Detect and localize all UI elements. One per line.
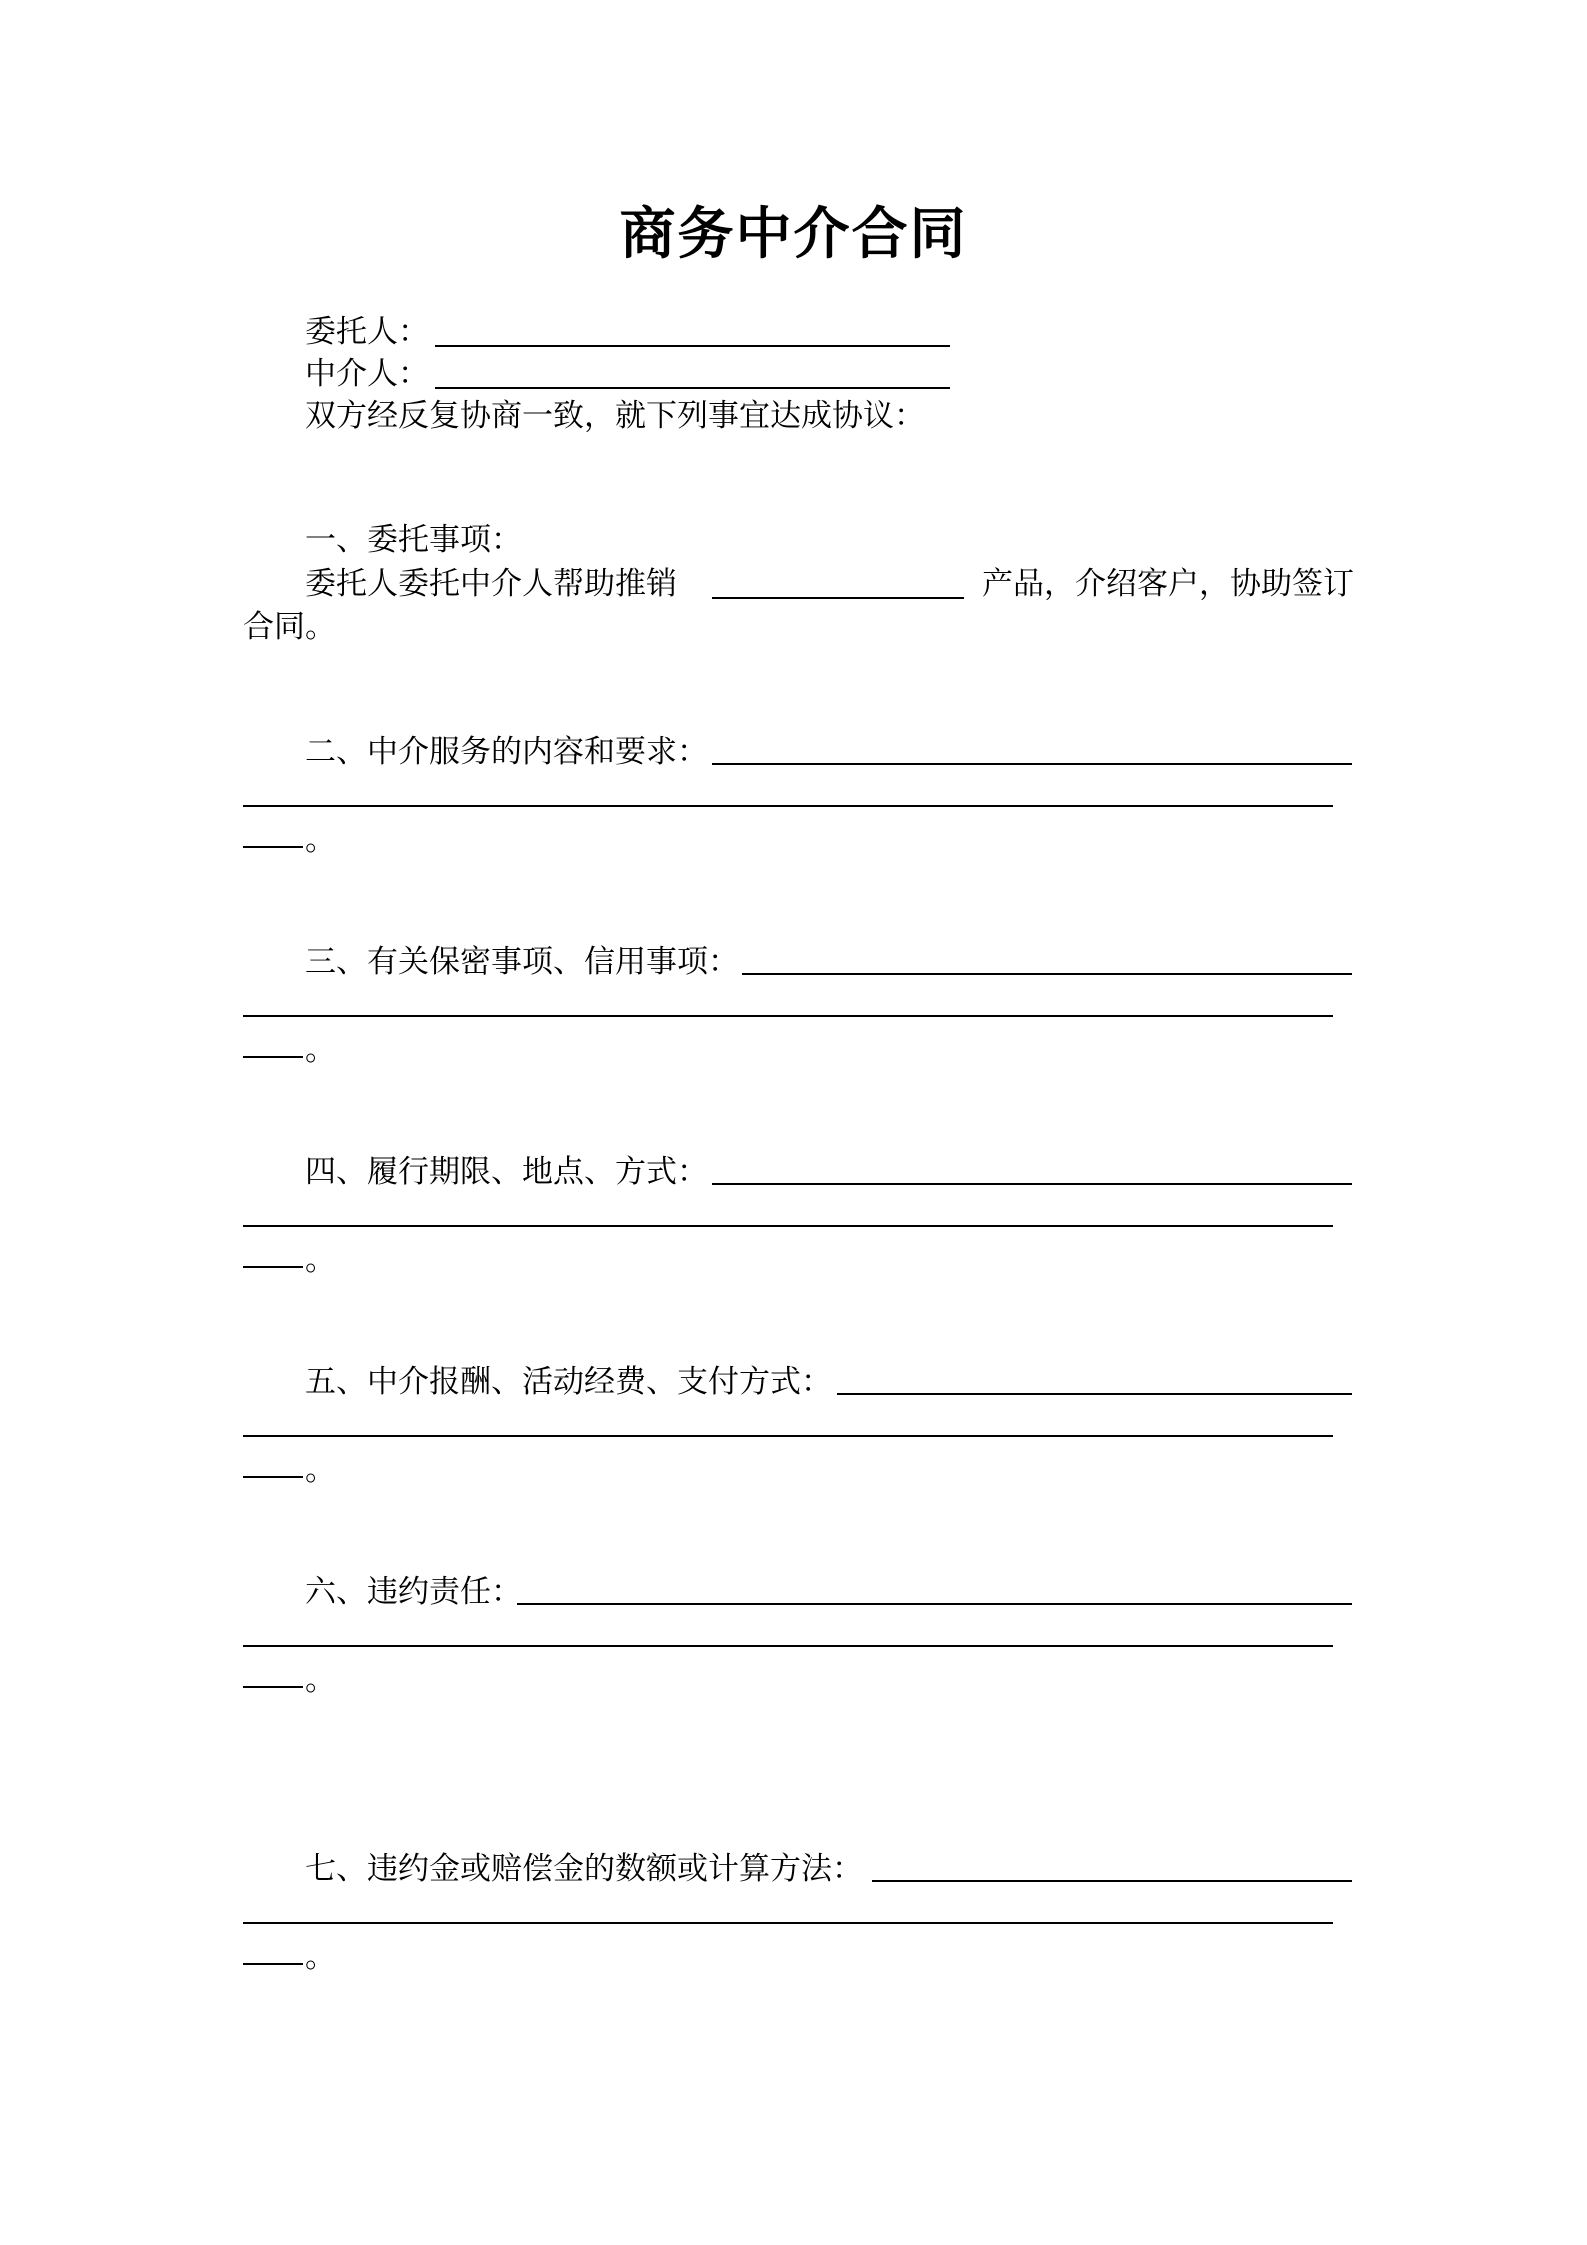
section-3-heading: 三、有关保密事项、信用事项： (305, 944, 739, 980)
section-4-blank-line-1[interactable] (712, 1183, 1352, 1185)
section-5-end-mark: 。 (305, 1452, 336, 1488)
section-5-heading: 五、中介报酬、活动经费、支付方式： (305, 1364, 832, 1400)
section-6-blank-line-3[interactable] (243, 1686, 303, 1688)
section-6-blank-line-1[interactable] (517, 1603, 1352, 1605)
section-3-blank-line-1[interactable] (742, 973, 1352, 975)
section-2-blank-line-1[interactable] (712, 763, 1352, 765)
section-5-blank-line-2[interactable] (243, 1435, 1333, 1437)
section-1-body-prefix: 委托人委托中介人帮助推销 (305, 566, 677, 602)
section-3-blank-line-2[interactable] (243, 1015, 1333, 1017)
section-7-heading: 七、违约金或赔偿金的数额或计算方法： (305, 1851, 863, 1887)
section-2-end-mark: 。 (305, 822, 336, 858)
section-2-blank-line-3[interactable] (243, 846, 303, 848)
section-4-blank-line-3[interactable] (243, 1266, 303, 1268)
section-7-end-mark: 。 (305, 1939, 336, 1975)
section-7-blank-line-1[interactable] (872, 1880, 1352, 1882)
document-title: 商务中介合同 (619, 201, 968, 267)
section-6-heading: 六、违约责任： (305, 1574, 522, 1610)
section-4-blank-line-2[interactable] (243, 1225, 1333, 1227)
section-4-heading: 四、履行期限、地点、方式： (305, 1154, 708, 1190)
principal-blank[interactable] (435, 345, 950, 347)
section-4-end-mark: 。 (305, 1242, 336, 1278)
section-2-blank-line-2[interactable] (243, 805, 1333, 807)
section-6-blank-line-2[interactable] (243, 1645, 1333, 1647)
section-2-heading: 二、中介服务的内容和要求： (305, 734, 708, 770)
product-blank[interactable] (712, 597, 964, 599)
section-5-blank-line-3[interactable] (243, 1476, 303, 1478)
section-3-end-mark: 。 (305, 1032, 336, 1068)
section-1-body-continuation: 合同。 (243, 609, 336, 645)
intermediary-label: 中介人： (305, 356, 429, 392)
section-3-blank-line-3[interactable] (243, 1056, 303, 1058)
section-5-blank-line-1[interactable] (837, 1393, 1352, 1395)
section-6-end-mark: 。 (305, 1662, 336, 1698)
intermediary-blank[interactable] (435, 387, 950, 389)
section-1-heading: 一、委托事项： (305, 522, 522, 558)
section-7-blank-line-2[interactable] (243, 1922, 1333, 1924)
agreement-intro: 双方经反复协商一致，就下列事宜达成协议： (305, 398, 925, 434)
section-1-body-suffix: 产品，介绍客户，协助签订 (982, 566, 1354, 602)
principal-label: 委托人： (305, 314, 429, 350)
section-7-blank-line-3[interactable] (243, 1963, 303, 1965)
